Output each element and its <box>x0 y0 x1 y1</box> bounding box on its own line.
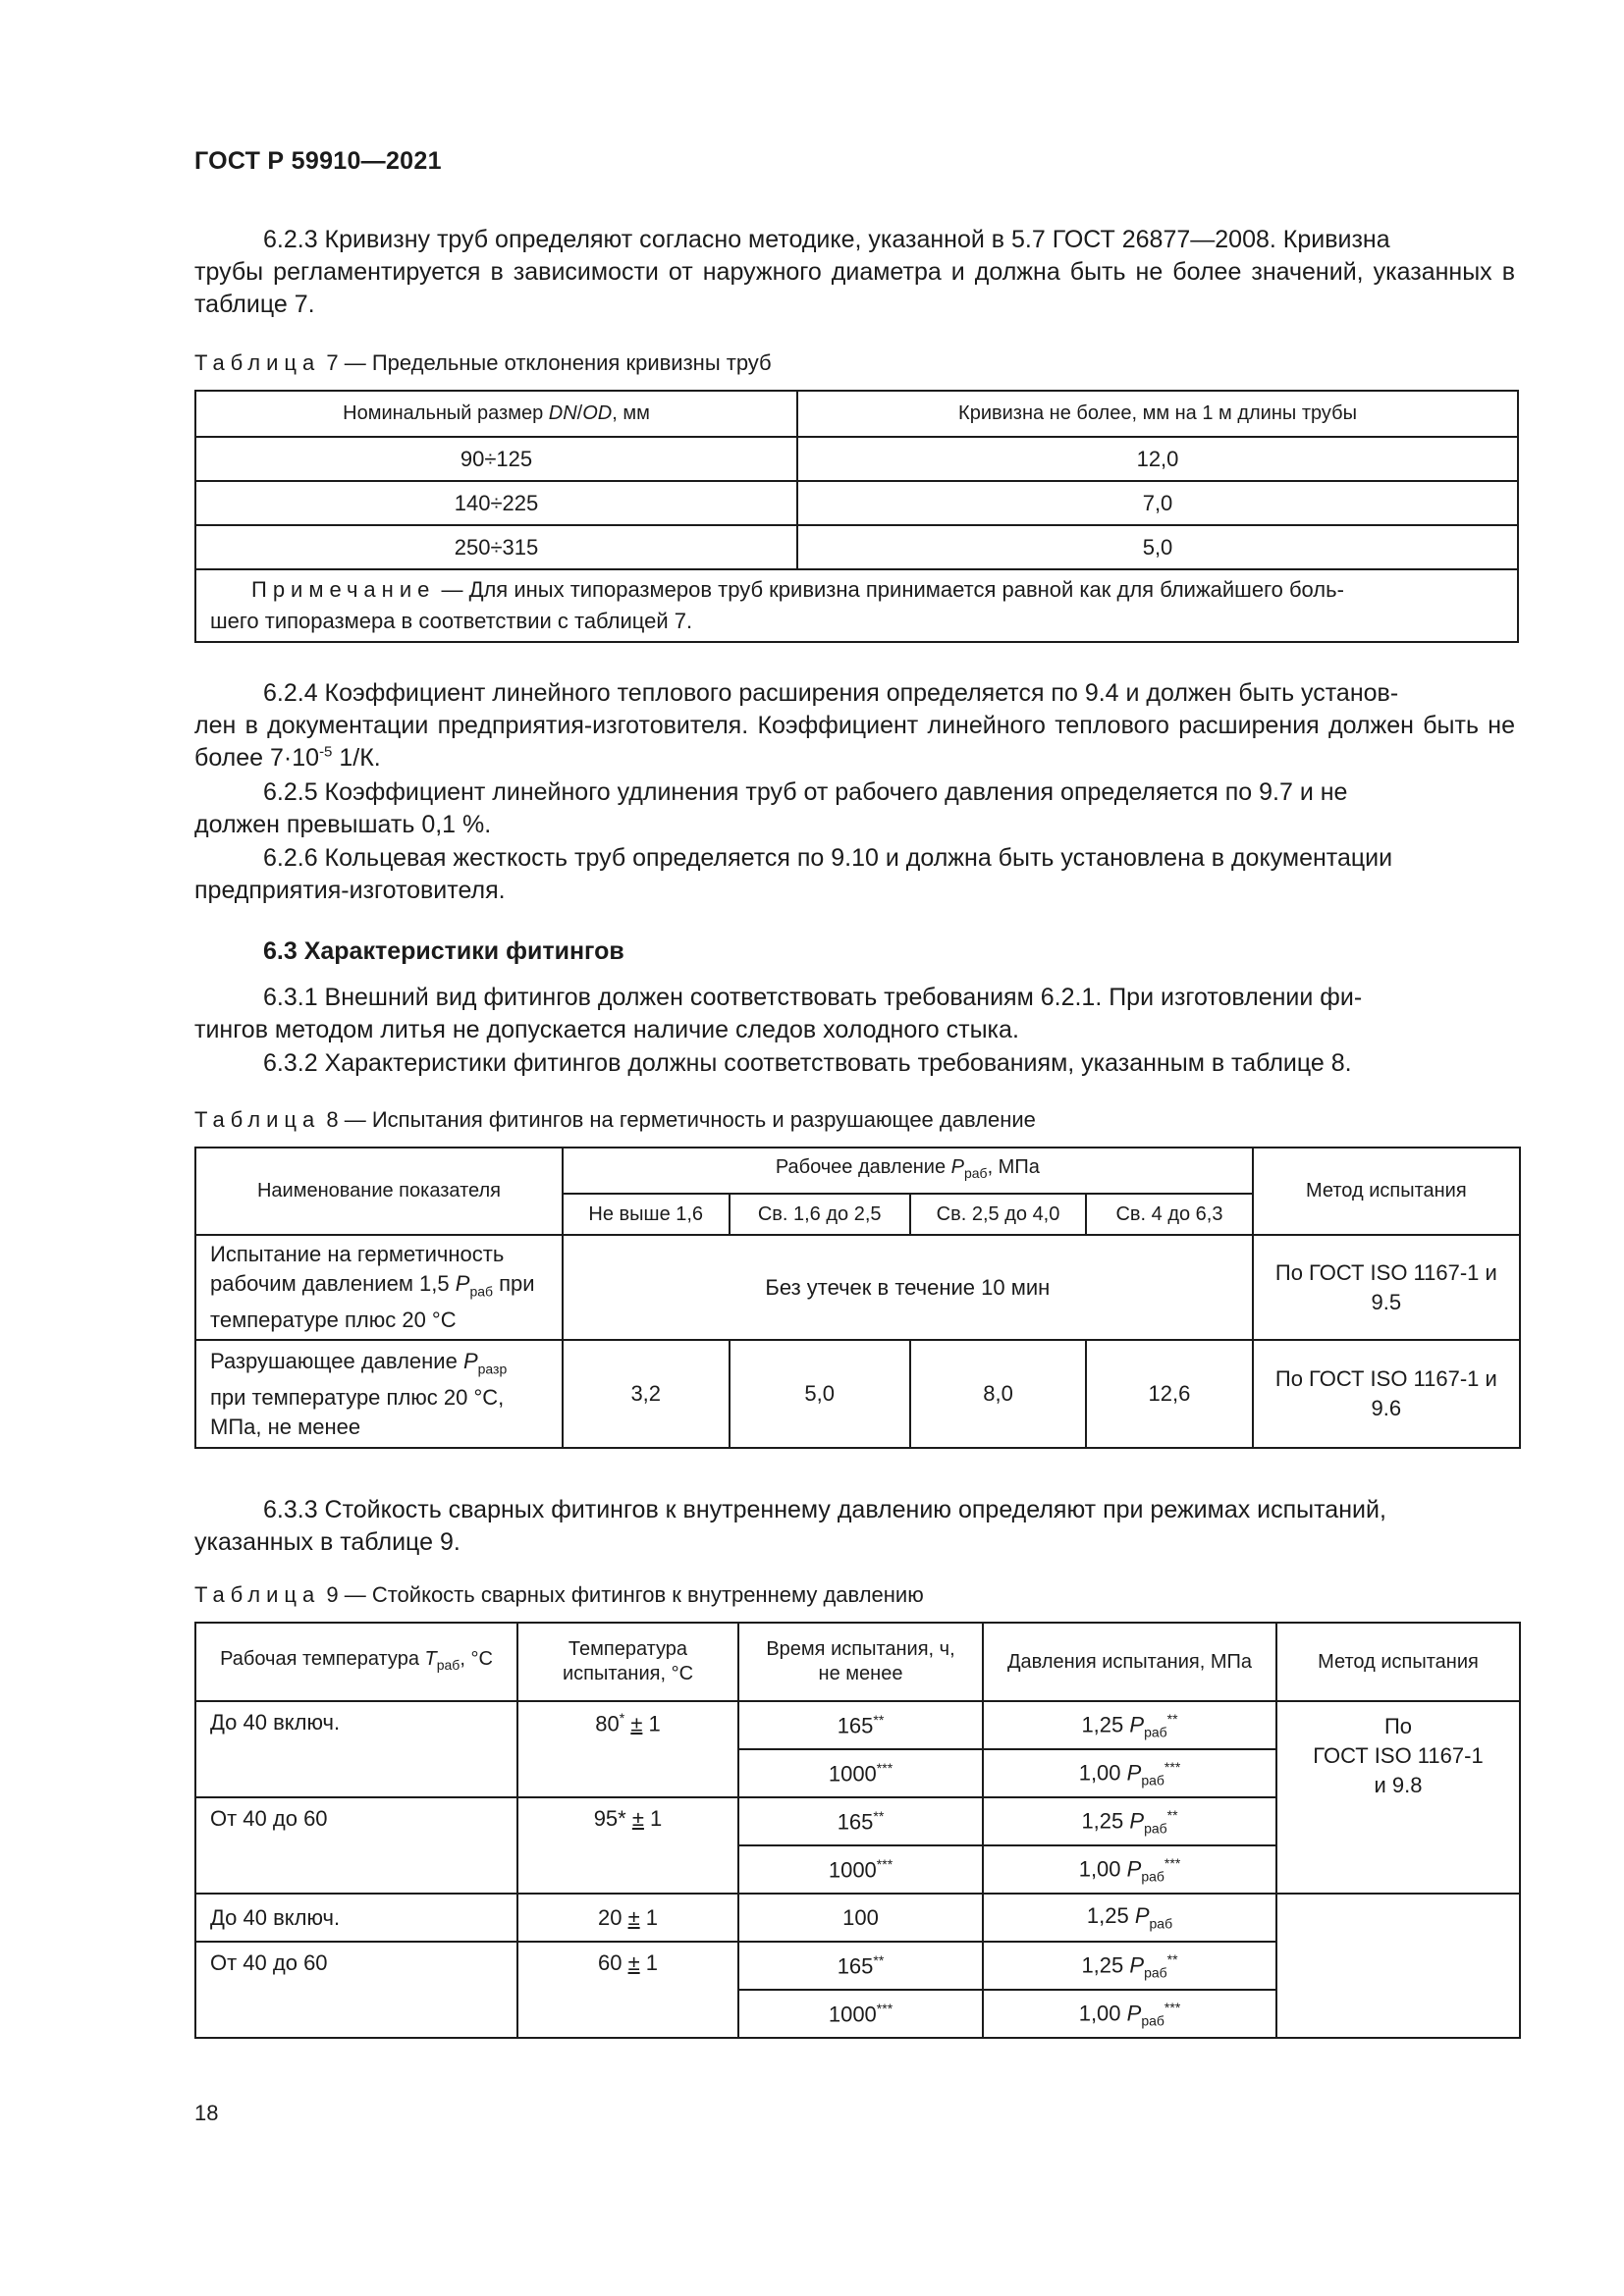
cell-work-temp: От 40 до 60 <box>195 1797 517 1894</box>
caption-text: 8 — Испытания фитингов на герметичность и разрушающее давление <box>320 1107 1036 1132</box>
cell-work-temp: От 40 до 60 <box>195 1942 517 2038</box>
page-number: 18 <box>194 2101 219 2125</box>
page-title: ГОСТ Р 59910—2021 <box>194 147 442 175</box>
cell-time: 165** <box>738 1797 983 1845</box>
exponent: -5 <box>319 743 333 761</box>
cell-time: 100 <box>738 1894 983 1942</box>
paragraph-line: 6.2.4 Коэффициент линейного теплового расширения определяется по 9.4 и должен быть установ- <box>263 679 1399 707</box>
range-header: Св. 2,5 до 4,0 <box>910 1194 1086 1235</box>
caption-word: Таблица <box>194 1582 321 1607</box>
paragraph-6-2-6 <box>194 842 1515 907</box>
section-heading-6-3: 6.3 Характеристики фитингов <box>263 937 624 965</box>
row-value: 12,6 <box>1086 1340 1252 1448</box>
paragraph-text: предприятия-изготовителя. <box>194 877 506 904</box>
paragraph-text: трубы регламентируется в зависимости от наружного диаметра и должна быть не более значений, указанных в таблице 7. <box>194 258 1515 318</box>
table-9 <box>194 1622 1521 2039</box>
table-row <box>195 1340 1520 1448</box>
paragraph-text: указанных в таблице 9. <box>194 1528 460 1556</box>
cell-pressure: 1,00 $P_{раб}^{***}$ <box>983 1845 1276 1894</box>
caption-text: 9 — Стойкость сварных фитингов к внутреннему давлению <box>320 1582 924 1607</box>
range-header: Св. 1,6 до 2,5 <box>730 1194 910 1235</box>
table7-header-curvature: Кривизна не более, мм на 1 м длины трубы <box>797 391 1518 437</box>
paragraph-line: 6.3.3 Стойкость сварных фитингов к внутреннему давлению определяют при режимах испытаний, <box>263 1496 1386 1523</box>
cell-work-temp: До 40 включ. <box>195 1894 517 1942</box>
cell-pressure: 1,25 $P_{раб}^{**}$ <box>983 1701 1276 1749</box>
table-7 <box>194 390 1519 643</box>
table8-caption <box>194 1107 1036 1133</box>
cell-pressure: 1,25 $P_{раб}$ <box>983 1894 1276 1942</box>
cell-time: 165** <box>738 1942 983 1990</box>
row-method: По ГОСТ ISO 1167-1 и 9.6 <box>1253 1340 1520 1448</box>
caption-word: Таблица <box>194 1107 321 1132</box>
table7-caption <box>194 350 772 376</box>
paragraph-line: 6.2.3 Кривизну труб определяют согласно методике, указанной в 5.7 ГОСТ 26877—2008. Кривизна <box>263 226 1390 253</box>
range-header: Св. 4 до 6,3 <box>1086 1194 1252 1235</box>
table9-header-time: Время испытания, ч, не менее <box>738 1623 983 1701</box>
paragraph-text: тингов методом литья не допускается наличие следов холодного стыка. <box>194 1016 1019 1043</box>
cell-pressure: 1,00 $P_{раб}^{***}$ <box>983 1990 1276 2038</box>
cell-work-temp: До 40 включ. <box>195 1701 517 1797</box>
table9-header-method: Метод испытания <box>1276 1623 1520 1701</box>
paragraph-line: 6.2.5 Коэффициент линейного удлинения труб от рабочего давления определяется по 9.7 и не <box>263 778 1348 806</box>
table9-header-work-temp: Рабочая температура $T_{раб}$, °С <box>195 1623 517 1701</box>
cell-method-empty <box>1276 1894 1520 2038</box>
paragraph-line: 6.3.1 Внешний вид фитингов должен соответствовать требованиям 6.2.1. При изготовлении фи- <box>263 984 1363 1011</box>
table-row <box>195 525 1518 569</box>
row-name: Разрушающее давление $P_{разр}$ при температуре плюс 20 °С, МПа, не менее <box>195 1340 563 1448</box>
cell-size: 90÷125 <box>195 437 797 481</box>
paragraph-6-3-2 <box>194 1047 1515 1080</box>
paragraph-6-3-1 <box>194 982 1515 1046</box>
row-value: 5,0 <box>730 1340 910 1448</box>
cell-curvature: 5,0 <box>797 525 1518 569</box>
paragraph-6-3-3 <box>194 1494 1515 1559</box>
table-row <box>195 437 1518 481</box>
cell-time: 165** <box>738 1701 983 1749</box>
unit: 1/К. <box>332 744 381 772</box>
paragraph-line: 6.3.2 Характеристики фитингов должны соответствовать требованиям, указанным в таблице 8. <box>263 1049 1352 1077</box>
paragraph-line: 6.2.6 Кольцевая жесткость труб определяется по 9.10 и должна быть установлена в документации <box>263 844 1393 872</box>
paragraph-6-2-4 <box>194 677 1515 774</box>
row-value: Без утечек в течение 10 мин <box>563 1235 1253 1340</box>
cell-time: 1000*** <box>738 1845 983 1894</box>
cell-pressure: 1,25 $P_{раб}^{**}$ <box>983 1797 1276 1845</box>
cell-time: 1000*** <box>738 1749 983 1797</box>
paragraph-6-2-3 <box>194 224 1515 321</box>
caption-word: Таблица <box>194 350 321 375</box>
cell-pressure: 1,00 $P_{раб}^{***}$ <box>983 1749 1276 1797</box>
table-row <box>195 1894 1520 1942</box>
row-value: 8,0 <box>910 1340 1086 1448</box>
table7-header-size: Номинальный размер DN/OD, мм <box>195 391 797 437</box>
cell-curvature: 12,0 <box>797 437 1518 481</box>
cell-method: По ГОСТ ISO 1167-1 и 9.8 <box>1276 1701 1520 1894</box>
table8-header-name: Наименование показателя <box>195 1148 563 1235</box>
table7-note: Примечание — Для иных типоразмеров труб кривизна принимается равной как для ближайшего боль- шего типоразмера в соответствии с таблицей 7. <box>195 569 1518 642</box>
table-row <box>195 1701 1520 1749</box>
cell-time: 1000*** <box>738 1990 983 2038</box>
row-method: По ГОСТ ISO 1167-1 и 9.5 <box>1253 1235 1520 1340</box>
table9-caption <box>194 1582 924 1608</box>
cell-size: 250÷315 <box>195 525 797 569</box>
cell-test-temp: 20 ± 1 <box>517 1894 738 1942</box>
paragraph-text: лен в документации предприятия-изготовителя. Коэффициент линейного теплового расширения должен быть не более 7·10 <box>194 712 1515 772</box>
cell-size: 140÷225 <box>195 481 797 525</box>
row-name: Испытание на герметичность рабочим давлением 1,5 $P_{раб}$ при температуре плюс 20 °С <box>195 1235 563 1340</box>
table8-header-pressure: Рабочее давление $P_{раб}$, МПа <box>563 1148 1253 1194</box>
row-value: 3,2 <box>563 1340 730 1448</box>
table-8 <box>194 1147 1521 1449</box>
cell-test-temp: 60 ± 1 <box>517 1942 738 2038</box>
cell-test-temp: 80* ± 1 <box>517 1701 738 1797</box>
table8-header-method: Метод испытания <box>1253 1148 1520 1235</box>
paragraph-6-2-5 <box>194 776 1515 841</box>
paragraph-text: должен превышать 0,1 %. <box>194 811 492 838</box>
table-row <box>195 481 1518 525</box>
caption-text: 7 — Предельные отклонения кривизны труб <box>320 350 772 375</box>
cell-curvature: 7,0 <box>797 481 1518 525</box>
table9-header-pressure: Давления испытания, МПа <box>983 1623 1276 1701</box>
range-header: Не выше 1,6 <box>563 1194 730 1235</box>
table9-header-test-temp: Температура испытания, °С <box>517 1623 738 1701</box>
cell-pressure: 1,25 $P_{раб}^{**}$ <box>983 1942 1276 1990</box>
cell-test-temp: 95* ± 1 <box>517 1797 738 1894</box>
table-row <box>195 1235 1520 1340</box>
